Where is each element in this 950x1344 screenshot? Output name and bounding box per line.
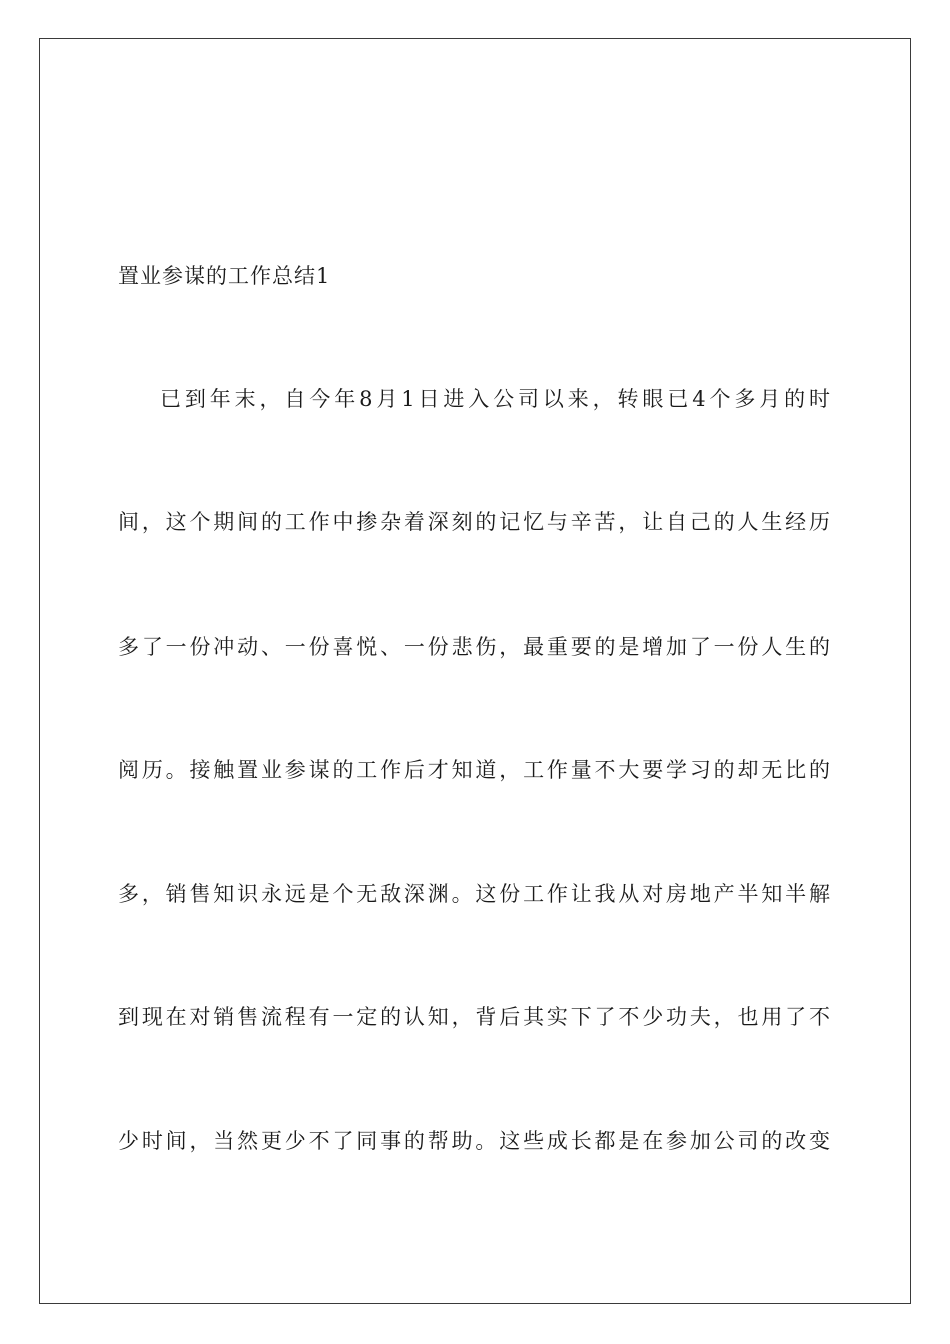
paragraph-line: 多了一份冲动、一份喜悦、一份悲伤，最重要的是增加了一份人生的 bbox=[118, 635, 830, 659]
paragraph-line: 阅历。接触置业参谋的工作后才知道，工作量不大要学习的却无比的 bbox=[118, 758, 830, 782]
paragraph-line: 少时间，当然更少不了同事的帮助。这些成长都是在参加公司的改变 bbox=[118, 1129, 830, 1153]
document-title: 置业参谋的工作总结1 bbox=[118, 264, 331, 288]
paragraph-line: 多，销售知识永远是个无敌深渊。这份工作让我从对房地产半知半解 bbox=[118, 882, 830, 906]
page-border bbox=[39, 38, 911, 1304]
paragraph-line: 到现在对销售流程有一定的认知，背后其实下了不少功夫，也用了不 bbox=[118, 1005, 830, 1029]
paragraph-line: 间，这个期间的工作中掺杂着深刻的记忆与辛苦，让自己的人生经历 bbox=[118, 510, 830, 534]
paragraph-line: 已到年末，自今年8月1日进入公司以来，转眼已4个多月的时 bbox=[160, 387, 830, 411]
